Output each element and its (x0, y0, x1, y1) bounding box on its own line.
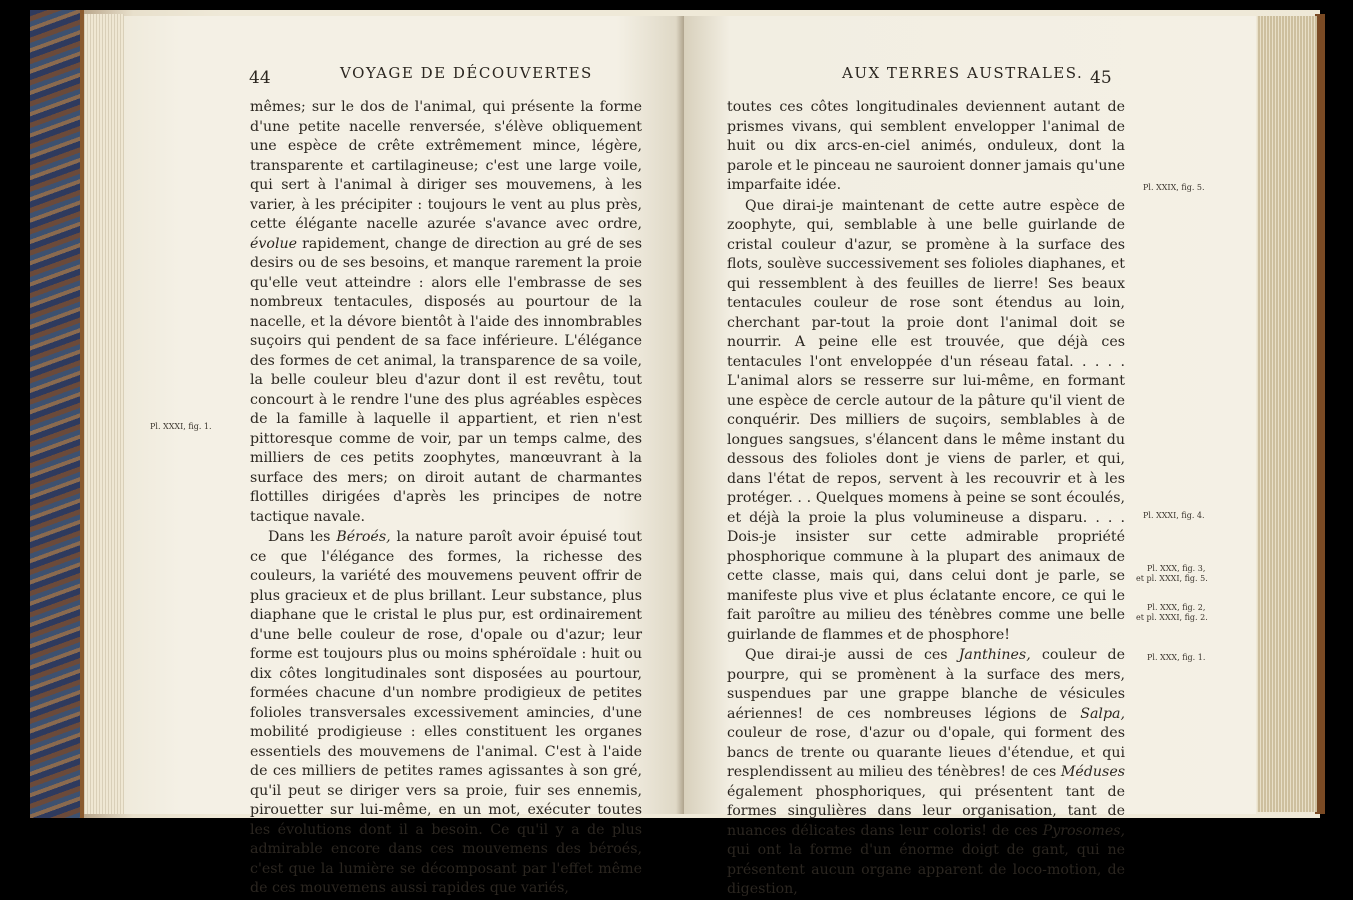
emphasis: évolue (250, 235, 298, 252)
margin-note: et pl. XXXI, fig. 2. (1136, 613, 1208, 622)
emphasis: Salpa, (1080, 705, 1125, 722)
right-running-head: AUX TERRES AUSTRALES. (842, 64, 1084, 82)
paragraph: Dans les Béroés, la nature paroît avoir épuisé tout ce que l'élégance des formes, la richesse des couleurs, la variété des mouvemens peuvent offrir de plus gracieux et de plus brillant. Leur substance, plus diaphane que le cristal le plus pur, est ordinairement d'une belle couleur de rose, d'opale ou d'azur; leur forme est toujours plus ou moins sphéroïdale : huit ou dix côtes longitudinales sont disposées au pourtour, formées chacune d'un nombre prodigieux de petites folioles transversales excessivement amincies, d'une mobilité prodigieuse : elles constituent les organes essentiels des mouvemens de l'animal. C'est à l'aide de ces milliers de petites rames agissantes à son gré, qu'il peut se diriger vers sa proie, fuir ses ennemis, pirouetter sur lui-même, en un mot, exécuter toutes les évolutions dont il a besoin. Ce qu'il y a de plus admirable encore dans ces mouvemens des béroés, c'est que la lumière se décomposant par l'effet même de ces mouvemens aussi rapides que variés, (250, 529, 642, 896)
paragraph: Que dirai-je aussi de ces Janthines, couleur de pourpre, qui se promènent à la surface des mers, suspendues par une grappe blanche de vésicules aériennes! de ces nombreuses légions de Salpa, couleur de rose, d'azur ou d'opale, qui forment des bancs de trente ou quarante lieues d'étendue, et qui resplendissent au milieu des ténèbres! de ces Méduses également phosphoriques, qui présentent tant de formes singulières dans leur organisation, tant de nuances délicates dans leur coloris! de ces Pyrosomes, qui ont la forme d'un énorme doigt de gant, qui ne présentent aucun organe apparent de loco-motion, de digestion, (727, 647, 1126, 897)
right-page-number: 45 (1090, 68, 1112, 88)
emphasis: Pyrosomes, (1042, 822, 1126, 839)
margin-note: Pl. XXX, fig. 2, (1147, 603, 1206, 612)
page-edges-left (84, 14, 124, 814)
margin-note: et pl. XXXI, fig. 5. (1136, 574, 1208, 583)
emphasis: Janthines, (958, 647, 1031, 663)
margin-note: Pl. XXXI, fig. 4. (1143, 511, 1205, 520)
left-page-body (250, 98, 642, 899)
marbled-cover (30, 10, 84, 818)
paragraph: Que dirai-je maintenant de cette autre espèce de zoophyte, qui, semblable à une belle guirlande de cristal couleur d'azur, se promène à la surface des flots, soulève successivement ses folioles diaphanes, et qui ressemblent à des feuilles de lierre! Ses beaux tentacules couleur de rose sont étendus au loin, cherchant par-tout la proie dont l'animal doit se nourrir. A peine elle est trouvée, que déjà ces tentacules l'ont enveloppée d'un réseau fatal. . . . . L'animal alors se resserre sur lui-même, en formant une espèce de cercle autour de la pâture qu'il vient de conquérir. Des milliers de suçoirs, semblables à de longues sangsues, s'élancent dans le même instant du dessous des folioles dont je viens de parler, et qui, dans l'état de repos, servent à les recouvrir et à les protéger. . . Quelques momens à peine se sont écoulés, et déjà la proie la plus volumineuse a disparu. . . . Dois-je insister sur cette admirable propriété phosphorique commune à la plupart des animaux de cette classe, mais qui, dans celui dont je parle, se manifeste plus vive et plus éclatante encore, ce qui le fait paroître au milieu des ténèbres comme une belle guirlande de flammes et de phosphore! (727, 197, 1125, 643)
margin-note: Pl. XXX, fig. 1. (1147, 653, 1206, 662)
margin-note: Pl. XXIX, fig. 5. (1143, 183, 1205, 192)
emphasis: Méduses (1060, 764, 1125, 780)
left-page-number: 44 (249, 68, 271, 88)
margin-note: Pl. XXX, fig. 3, (1147, 564, 1206, 573)
right-page-body (727, 98, 1125, 900)
emphasis: Béroés, (336, 529, 391, 545)
paragraph: toutes ces côtes longitudinales deviennent autant de prismes vivans, qui semblent envelopper l'animal de huit ou dix arcs-en-ciel animés, onduleux, dont la parole et le pinceau ne sauroient donner jamais qu'une imparfaite idée. (727, 99, 1125, 193)
margin-note: Pl. XXXI, fig. 1. (150, 422, 212, 431)
page-edges-right (1257, 16, 1317, 812)
paragraph: mêmes; sur le dos de l'animal, qui présente la forme d'une petite nacelle renversée, s'élève obliquement une espèce de crête extrêmement mince, légère, transparente et cartilagineuse; c'est une large voile, qui sert à l'animal à diriger ses mouvemens, à les varier, à les précipiter : toujours le vent au plus près, cette élégante nacelle azurée s'avance avec ordre, évolue rapidement, change de direction au gré de ses desirs ou de ses besoins, et manque rarement la proie qu'elle veut atteindre : alors elle l'embrasse de ses nombreux tentacules, disposés au pourtour de la nacelle, et la dévore bientôt à l'aide des innombrables suçoirs qui pendent de sa face inférieure. L'élégance des formes de cet animal, la transparence de sa voile, la belle couleur bleu d'azur dont il est revêtu, tout concourt à le rendre l'une des plus agréables espèces de la famille à laquelle il appartient, et rien n'est pittoresque comme de voir, par un temps calme, des milliers de ces petits zoophytes, manœuvrant à la surface des mers; on diroit autant de charmantes flottilles dirigées d'après les principes de notre tactique navale. (250, 99, 642, 525)
left-running-head: VOYAGE DE DÉCOUVERTES (340, 64, 593, 82)
